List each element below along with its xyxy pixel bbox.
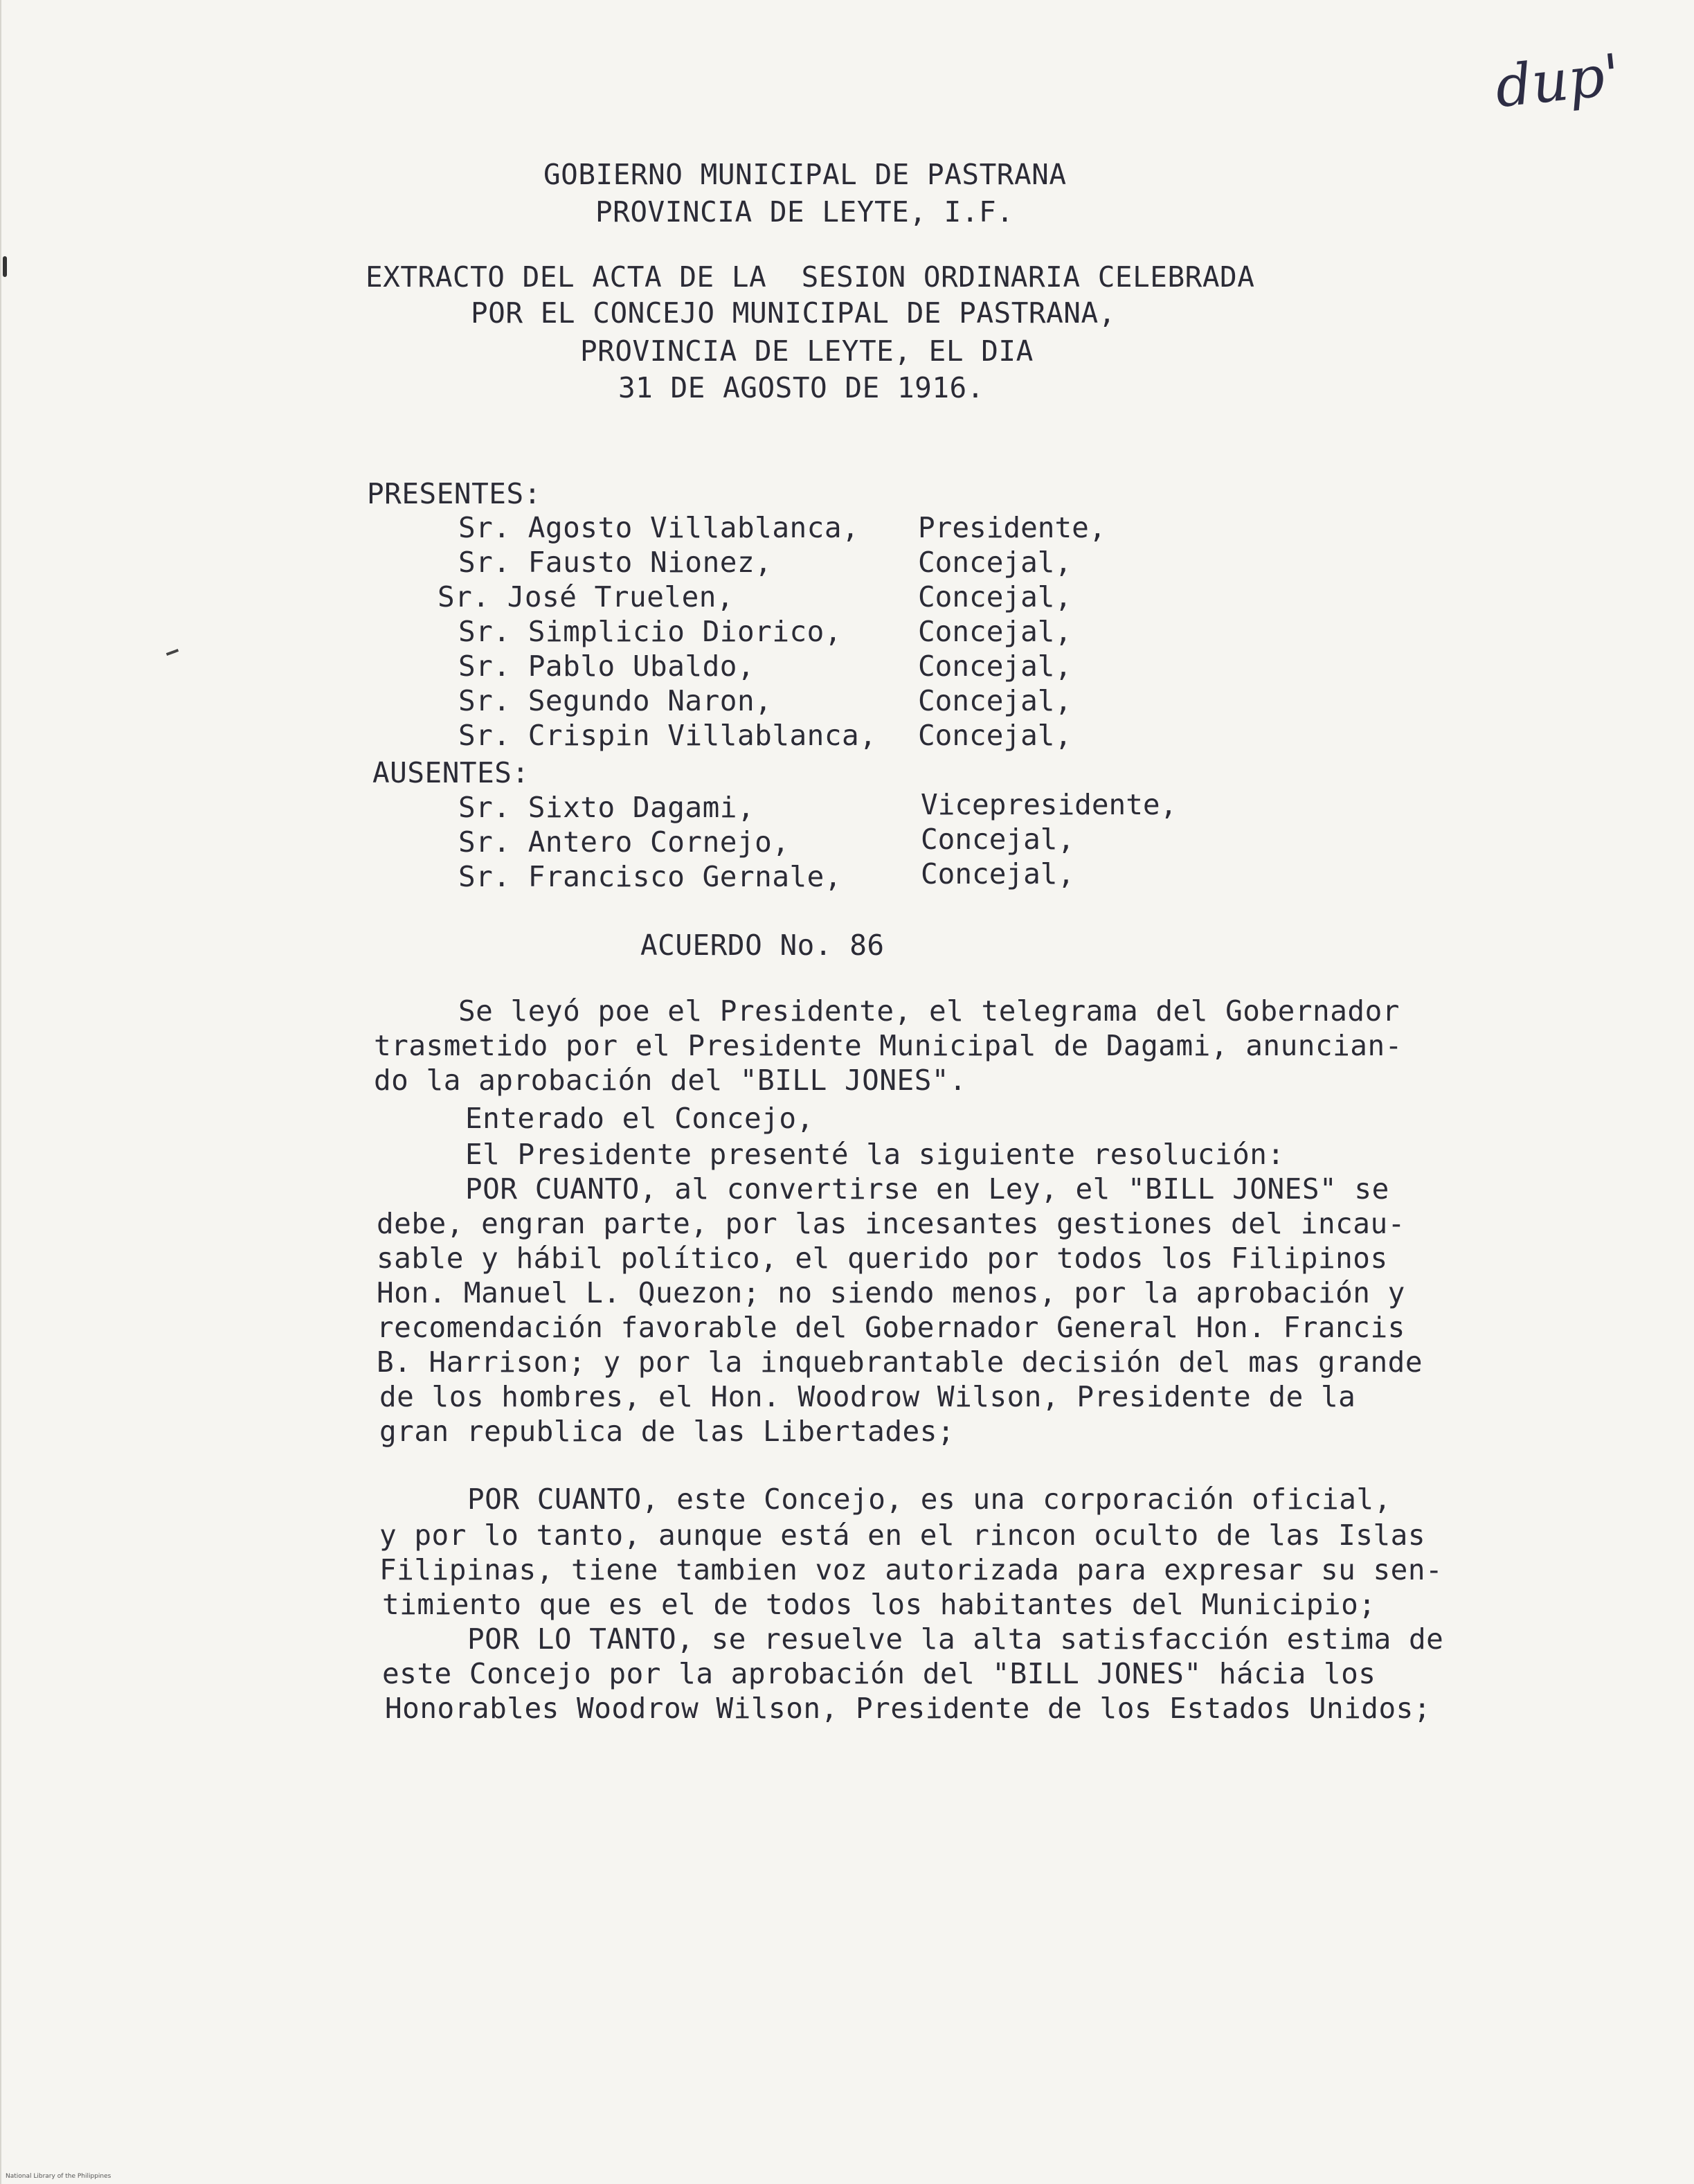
- member-role: Concejal,: [918, 580, 1072, 614]
- body-line: Filipinas, tiene tambien voz autorizada para expresar su sen-: [379, 1553, 1443, 1586]
- member-role: Concejal,: [918, 719, 1072, 752]
- body-line: El Presidente presenté la siguiente resolución:: [465, 1138, 1285, 1171]
- member-role: Concejal,: [921, 857, 1075, 890]
- title-line-3: PROVINCIA DE LEYTE, EL DIA: [580, 334, 1034, 368]
- member-name: Sr. José Truelen,: [438, 580, 735, 614]
- acuerdo-heading: ACUERDO No. 86: [640, 929, 885, 962]
- member-name: Sr. Sixto Dagami,: [458, 791, 755, 824]
- margin-tick: [166, 649, 179, 656]
- member-role: Presidente,: [918, 511, 1106, 544]
- body-line: B. Harrison; y por la inquebrantable decisión del mas grande: [377, 1345, 1423, 1379]
- body-line: Hon. Manuel L. Quezon; no siendo menos, por la aprobación y: [377, 1276, 1405, 1309]
- member-name: Sr. Segundo Naron,: [458, 684, 773, 717]
- body-line: de los hombres, el Hon. Woodrow Wilson, Presidente de la: [379, 1380, 1356, 1413]
- body-line: trasmetido por el Presidente Municipal de Dagami, anuncian-: [374, 1029, 1403, 1062]
- body-line: sable y hábil político, el querido por todos los Filipinos: [377, 1242, 1388, 1275]
- body-line: Se leyó poe el Presidente, el telegrama del Gobernador: [458, 994, 1400, 1028]
- member-role: Vicepresidente,: [921, 788, 1178, 821]
- member-role: Concejal,: [918, 684, 1072, 717]
- member-name: Sr. Antero Cornejo,: [458, 825, 790, 859]
- body-line: este Concejo por la aprobación del "BILL JONES" hácia los: [382, 1657, 1376, 1690]
- member-role: Concejal,: [918, 615, 1072, 648]
- title-line-2: POR EL CONCEJO MUNICIPAL DE PASTRANA,: [471, 296, 1116, 330]
- member-name: Sr. Crispin Villablanca,: [458, 719, 877, 752]
- ausentes-heading: AUSENTES:: [372, 756, 530, 789]
- body-line: timiento que es el de todos los habitantes del Municipio;: [382, 1588, 1376, 1621]
- member-name: Sr. Francisco Gernale,: [458, 860, 843, 893]
- body-line: Enterado el Concejo,: [465, 1102, 814, 1135]
- body-line: POR CUANTO, este Concejo, es una corporación oficial,: [467, 1483, 1391, 1516]
- body-line: Honorables Woodrow Wilson, Presidente de los Estados Unidos;: [385, 1692, 1432, 1725]
- member-name: Sr. Simplicio Diorico,: [458, 615, 843, 648]
- body-line: y por lo tanto, aunque está en el rincon oculto de las Islas: [379, 1519, 1426, 1552]
- title-line-4: 31 DE AGOSTO DE 1916.: [618, 371, 984, 404]
- presentes-heading: PRESENTES:: [367, 477, 541, 510]
- page-edge: [0, 0, 1, 2184]
- member-name: Sr. Fausto Nionez,: [458, 546, 773, 579]
- body-line: do la aprobación del "BILL JONES".: [374, 1064, 967, 1097]
- member-role: Concejal,: [918, 650, 1072, 683]
- margin-mark: [3, 256, 7, 277]
- header-line-1: GOBIERNO MUNICIPAL DE PASTRANA: [543, 158, 1067, 191]
- member-name: Sr. Agosto Villablanca,: [458, 511, 860, 544]
- body-line: recomendación favorable del Gobernador General Hon. Francis: [377, 1311, 1405, 1344]
- title-line-1: EXTRACTO DEL ACTA DE LA SESION ORDINARIA CELEBRADA: [366, 260, 1255, 294]
- header-line-2: PROVINCIA DE LEYTE, I.F.: [595, 195, 1014, 229]
- body-line: POR CUANTO, al convertirse en Ley, el "BILL JONES" se: [465, 1172, 1389, 1206]
- body-line: debe, engran parte, por las incesantes gestiones del incau-: [377, 1207, 1405, 1240]
- member-role: Concejal,: [918, 546, 1072, 579]
- handwritten-annotation: dup': [1492, 42, 1623, 121]
- member-name: Sr. Pablo Ubaldo,: [458, 650, 755, 683]
- body-line: gran republica de las Libertades;: [379, 1415, 955, 1448]
- footer-credit: National Library of the Philippines: [6, 2173, 111, 2180]
- body-line: POR LO TANTO, se resuelve la alta satisfacción estima de: [467, 1622, 1444, 1656]
- member-role: Concejal,: [921, 823, 1075, 856]
